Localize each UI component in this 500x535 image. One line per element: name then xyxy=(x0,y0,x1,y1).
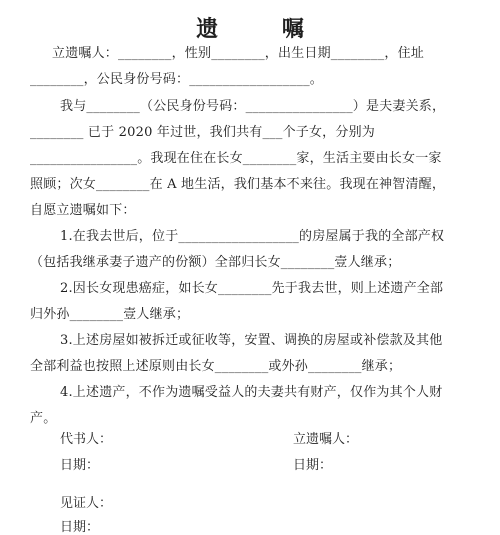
body-line-14: 4.上述遗产，不作为遗嘱受益人的夫妻共有财产，仅作为其个人财 xyxy=(60,385,443,400)
body-line-5: ________________。我现在住在长女________家，生活主要由长女一家 xyxy=(30,151,442,166)
body-line-13: 全部利益也按照上述原则由长女________或外孙________继承； xyxy=(30,359,402,374)
witness-date-label: 日期： xyxy=(60,520,100,535)
body-line-15: 产。 xyxy=(30,411,57,426)
witness-label: 见证人： xyxy=(60,496,113,511)
body-line-12: 3.上述房屋如被拆迁或征收等，安置、调换的房屋或补偿款及其他 xyxy=(60,333,443,348)
body-line-4: ________ 已于 2020 年过世，我们共有___个子女，分别为 xyxy=(30,125,375,140)
body-line-7: 自愿立遗嘱如下： xyxy=(30,203,136,218)
body-line-8: 1.在我去世后，位于__________________的房屋属于我的全部产权 xyxy=(60,229,445,244)
body-line-11: 归外孙________壹人继承； xyxy=(30,307,190,322)
body-line-6: 照顾；次女________在 A 地生活，我们基本不来往。我现在神智清醒， xyxy=(30,177,446,192)
page-title: 遗 嘱 xyxy=(196,16,332,42)
body-line-1: 立遗嘱人：________，性别________，出生日期________，住址 xyxy=(52,46,425,61)
body-line-3: 我与________（公民身份号码：________________）是夫妻关系， xyxy=(60,99,446,114)
body-line-2: ________，公民身份号码：__________________。 xyxy=(30,72,324,87)
testator-label: 立遗嘱人： xyxy=(293,432,359,447)
body-line-9: （包括我继承妻子遗产的份额）全部归长女________壹人继承； xyxy=(30,255,401,270)
testator-date-label: 日期： xyxy=(293,458,333,473)
scribe-date-label: 日期： xyxy=(60,458,100,473)
scribe-label: 代书人： xyxy=(60,432,113,447)
body-line-10: 2.因长女现患癌症，如长女________先于我去世，则上述遗产全部 xyxy=(60,281,444,296)
